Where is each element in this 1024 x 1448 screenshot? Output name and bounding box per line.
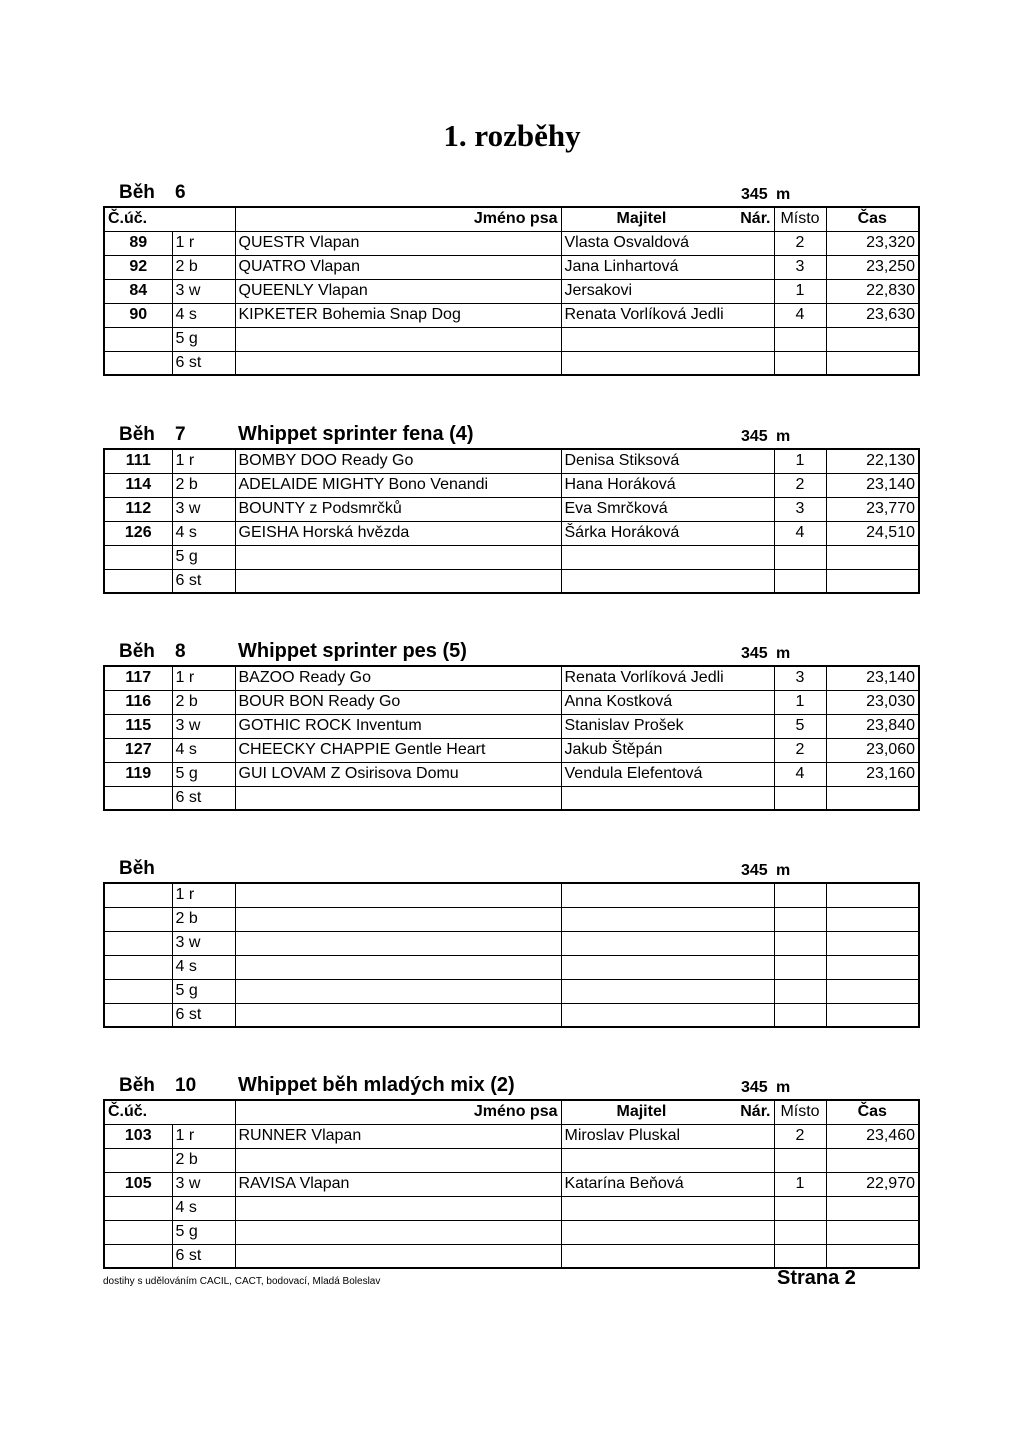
table-row — [104, 714, 919, 738]
owner-cell — [561, 979, 774, 1003]
header-nar: Nár. — [740, 210, 771, 227]
place-cell — [774, 1148, 826, 1172]
dog-number-cell — [104, 1220, 172, 1244]
dog-name-cell — [235, 1003, 561, 1027]
time-cell — [826, 1148, 919, 1172]
dog-name-cell: RAVISA Vlapan — [235, 1172, 561, 1196]
header-cas: Čas — [826, 207, 919, 231]
header-cuc: Č.úč. — [104, 207, 235, 231]
time-cell: 23,160 — [826, 762, 919, 786]
time-cell: 24,510 — [826, 521, 919, 545]
dog-name-cell: GOTHIC ROCK Inventum — [235, 714, 561, 738]
place-cell: 1 — [774, 449, 826, 473]
results-table — [103, 1099, 920, 1269]
header-misto: Místo — [774, 207, 826, 231]
dog-name-cell — [235, 1220, 561, 1244]
table-row — [104, 1124, 919, 1148]
dog-number-cell: 84 — [104, 279, 172, 303]
place-cell — [774, 327, 826, 351]
table-row — [104, 255, 919, 279]
owner-cell: Katarína Beňová — [561, 1172, 774, 1196]
results-table — [103, 665, 920, 811]
race-label: Běh — [119, 641, 155, 662]
table-row — [104, 1003, 919, 1027]
time-cell — [826, 545, 919, 569]
table-row — [104, 762, 919, 786]
dog-number-cell: 111 — [104, 449, 172, 473]
race-distance: 345 — [741, 186, 768, 203]
table-row — [104, 1172, 919, 1196]
dog-number-cell — [104, 1148, 172, 1172]
start-position-cell: 4 s — [172, 303, 235, 327]
time-cell — [826, 955, 919, 979]
time-cell — [826, 1244, 919, 1268]
dog-number-cell: 119 — [104, 762, 172, 786]
owner-cell: Eva Smrčková — [561, 497, 774, 521]
start-position-cell: 6 st — [172, 1003, 235, 1027]
dog-number-cell — [104, 351, 172, 375]
dog-name-cell: GUI LOVAM Z Osirisova Domu — [235, 762, 561, 786]
dog-number-cell: 112 — [104, 497, 172, 521]
race-distance: 345 — [741, 428, 768, 445]
table-row — [104, 955, 919, 979]
start-position-cell: 6 st — [172, 786, 235, 810]
race-number: 10 — [175, 1075, 197, 1096]
dog-number-cell: 116 — [104, 690, 172, 714]
race-header — [103, 420, 918, 448]
owner-cell — [561, 883, 774, 907]
dog-name-cell: GEISHA Horská hvězda — [235, 521, 561, 545]
time-cell — [826, 931, 919, 955]
place-cell: 2 — [774, 473, 826, 497]
table-row — [104, 279, 919, 303]
table-row — [104, 1220, 919, 1244]
owner-cell: Hana Horáková — [561, 473, 774, 497]
dog-number-cell — [104, 931, 172, 955]
dog-name-cell — [235, 1196, 561, 1220]
place-cell — [774, 979, 826, 1003]
start-position-cell: 5 g — [172, 1220, 235, 1244]
dog-name-cell — [235, 955, 561, 979]
table-row — [104, 497, 919, 521]
table-row — [104, 979, 919, 1003]
race-section — [103, 854, 918, 1028]
owner-cell — [561, 1244, 774, 1268]
start-position-cell: 2 b — [172, 255, 235, 279]
race-number: 6 — [175, 182, 186, 203]
dog-number-cell — [104, 786, 172, 810]
owner-cell: Šárka Horáková — [561, 521, 774, 545]
start-position-cell: 2 b — [172, 1148, 235, 1172]
start-position-cell: 3 w — [172, 497, 235, 521]
start-position-cell: 3 w — [172, 714, 235, 738]
place-cell — [774, 569, 826, 593]
table-row — [104, 473, 919, 497]
table-row — [104, 666, 919, 690]
table-row — [104, 545, 919, 569]
race-section — [103, 1071, 918, 1269]
time-cell — [826, 1196, 919, 1220]
start-position-cell: 1 r — [172, 666, 235, 690]
start-position-cell: 3 w — [172, 931, 235, 955]
start-position-cell: 4 s — [172, 955, 235, 979]
dog-name-cell — [235, 569, 561, 593]
time-cell: 23,140 — [826, 473, 919, 497]
start-position-cell: 5 g — [172, 327, 235, 351]
race-header — [103, 854, 918, 882]
table-row — [104, 351, 919, 375]
dog-number-cell: 114 — [104, 473, 172, 497]
owner-cell — [561, 931, 774, 955]
dog-name-cell — [235, 545, 561, 569]
dog-name-cell: QUATRO Vlapan — [235, 255, 561, 279]
header-owner-cell — [561, 207, 774, 231]
owner-cell: Denisa Stiksová — [561, 449, 774, 473]
start-position-cell: 5 g — [172, 979, 235, 1003]
start-position-cell: 5 g — [172, 762, 235, 786]
race-distance-unit: m — [776, 186, 791, 203]
time-cell: 23,770 — [826, 497, 919, 521]
header-jmeno: Jméno psa — [235, 207, 561, 231]
owner-cell — [561, 569, 774, 593]
start-position-cell: 1 r — [172, 231, 235, 255]
place-cell — [774, 1220, 826, 1244]
dog-name-cell: QUEENLY Vlapan — [235, 279, 561, 303]
place-cell: 1 — [774, 1172, 826, 1196]
place-cell — [774, 883, 826, 907]
start-position-cell: 6 st — [172, 569, 235, 593]
owner-cell — [561, 545, 774, 569]
dog-name-cell: QUESTR Vlapan — [235, 231, 561, 255]
time-cell — [826, 1003, 919, 1027]
header-jmeno: Jméno psa — [235, 1100, 561, 1124]
race-header — [103, 178, 918, 206]
place-cell: 3 — [774, 666, 826, 690]
owner-cell: Stanislav Prošek — [561, 714, 774, 738]
footer-page-number: Strana 2 — [777, 1267, 856, 1289]
race-distance-unit: m — [776, 862, 791, 879]
race-section — [103, 637, 918, 811]
time-cell: 23,140 — [826, 666, 919, 690]
place-cell: 1 — [774, 279, 826, 303]
dog-number-cell — [104, 545, 172, 569]
table-row — [104, 303, 919, 327]
time-cell — [826, 327, 919, 351]
owner-cell: Renata Vorlíková Jedli — [561, 303, 774, 327]
place-cell — [774, 351, 826, 375]
header-owner-cell — [561, 1100, 774, 1124]
start-position-cell: 3 w — [172, 1172, 235, 1196]
time-cell — [826, 351, 919, 375]
dog-number-cell: 105 — [104, 1172, 172, 1196]
dog-name-cell: RUNNER Vlapan — [235, 1124, 561, 1148]
owner-cell — [561, 1003, 774, 1027]
place-cell: 2 — [774, 738, 826, 762]
start-position-cell: 2 b — [172, 690, 235, 714]
dog-name-cell — [235, 979, 561, 1003]
race-number: 7 — [175, 424, 186, 445]
race-header — [103, 637, 918, 665]
place-cell — [774, 931, 826, 955]
dog-name-cell — [235, 786, 561, 810]
dog-name-cell: BOMBY DOO Ready Go — [235, 449, 561, 473]
dog-number-cell — [104, 569, 172, 593]
header-cas: Čas — [826, 1100, 919, 1124]
dog-number-cell: 115 — [104, 714, 172, 738]
place-cell: 2 — [774, 1124, 826, 1148]
time-cell: 23,320 — [826, 231, 919, 255]
dog-name-cell — [235, 351, 561, 375]
owner-cell — [561, 1220, 774, 1244]
table-row — [104, 931, 919, 955]
table-header-row — [104, 207, 919, 231]
start-position-cell: 1 r — [172, 883, 235, 907]
place-cell: 5 — [774, 714, 826, 738]
table-row — [104, 569, 919, 593]
time-cell — [826, 979, 919, 1003]
dog-name-cell — [235, 883, 561, 907]
dog-name-cell: BAZOO Ready Go — [235, 666, 561, 690]
header-majitel: Majitel — [616, 1103, 667, 1120]
dog-name-cell — [235, 1244, 561, 1268]
dog-name-cell — [235, 907, 561, 931]
race-header — [103, 1071, 918, 1099]
table-row — [104, 1244, 919, 1268]
owner-cell: Jana Linhartová — [561, 255, 774, 279]
start-position-cell: 1 r — [172, 1124, 235, 1148]
dog-name-cell: BOUNTY z Podsmrčků — [235, 497, 561, 521]
race-label: Běh — [119, 858, 155, 879]
time-cell: 22,130 — [826, 449, 919, 473]
race-label: Běh — [119, 1075, 155, 1096]
table-row — [104, 449, 919, 473]
time-cell — [826, 569, 919, 593]
time-cell: 23,460 — [826, 1124, 919, 1148]
place-cell — [774, 1196, 826, 1220]
table-row — [104, 1196, 919, 1220]
race-distance-unit: m — [776, 1079, 791, 1096]
dog-name-cell: ADELAIDE MIGHTY Bono Venandi — [235, 473, 561, 497]
time-cell — [826, 1220, 919, 1244]
owner-cell — [561, 1196, 774, 1220]
place-cell: 3 — [774, 497, 826, 521]
start-position-cell: 4 s — [172, 1196, 235, 1220]
place-cell — [774, 545, 826, 569]
dog-number-cell: 127 — [104, 738, 172, 762]
start-position-cell: 6 st — [172, 351, 235, 375]
time-cell — [826, 883, 919, 907]
table-row — [104, 690, 919, 714]
dog-number-cell — [104, 907, 172, 931]
place-cell: 2 — [774, 231, 826, 255]
dog-number-cell — [104, 1244, 172, 1268]
place-cell — [774, 955, 826, 979]
place-cell — [774, 907, 826, 931]
start-position-cell: 3 w — [172, 279, 235, 303]
place-cell — [774, 1003, 826, 1027]
dog-number-cell — [104, 955, 172, 979]
race-distance-unit: m — [776, 645, 791, 662]
race-name: Whippet běh mladých mix (2) — [238, 1074, 515, 1096]
owner-cell: Vlasta Osvaldová — [561, 231, 774, 255]
dog-number-cell: 117 — [104, 666, 172, 690]
owner-cell: Anna Kostková — [561, 690, 774, 714]
time-cell — [826, 786, 919, 810]
dog-number-cell: 126 — [104, 521, 172, 545]
place-cell: 3 — [774, 255, 826, 279]
time-cell: 22,970 — [826, 1172, 919, 1196]
dog-name-cell — [235, 931, 561, 955]
dog-name-cell: CHEECKY CHAPPIE Gentle Heart — [235, 738, 561, 762]
page-title: 1. rozběhy — [443, 118, 581, 153]
time-cell: 23,250 — [826, 255, 919, 279]
place-cell — [774, 1244, 826, 1268]
start-position-cell: 1 r — [172, 449, 235, 473]
dog-number-cell: 103 — [104, 1124, 172, 1148]
table-row — [104, 907, 919, 931]
results-table — [103, 206, 920, 376]
start-position-cell: 2 b — [172, 473, 235, 497]
race-number: 8 — [175, 641, 186, 662]
dog-number-cell — [104, 1196, 172, 1220]
dog-name-cell — [235, 327, 561, 351]
table-row — [104, 786, 919, 810]
start-position-cell: 4 s — [172, 521, 235, 545]
race-section — [103, 420, 918, 594]
footer-event-info: dostihy s udělováním CACIL, CACT, bodovací, Mladá Boleslav — [103, 1276, 381, 1287]
dog-number-cell: 89 — [104, 231, 172, 255]
start-position-cell: 5 g — [172, 545, 235, 569]
time-cell: 23,840 — [826, 714, 919, 738]
owner-cell — [561, 955, 774, 979]
race-distance-unit: m — [776, 428, 791, 445]
owner-cell — [561, 351, 774, 375]
dog-number-cell: 92 — [104, 255, 172, 279]
place-cell: 4 — [774, 303, 826, 327]
table-row — [104, 231, 919, 255]
dog-name-cell: BOUR BON Ready Go — [235, 690, 561, 714]
race-section — [103, 178, 918, 376]
header-majitel: Majitel — [616, 210, 667, 227]
results-table — [103, 882, 920, 1028]
table-row — [104, 521, 919, 545]
place-cell — [774, 786, 826, 810]
table-row — [104, 738, 919, 762]
time-cell: 22,830 — [826, 279, 919, 303]
results-table — [103, 448, 920, 594]
dog-number-cell — [104, 883, 172, 907]
dog-number-cell — [104, 979, 172, 1003]
table-row — [104, 327, 919, 351]
owner-cell: Jersakovi — [561, 279, 774, 303]
race-distance: 345 — [741, 1079, 768, 1096]
dog-number-cell: 90 — [104, 303, 172, 327]
header-misto: Místo — [774, 1100, 826, 1124]
time-cell: 23,630 — [826, 303, 919, 327]
dog-name-cell — [235, 1148, 561, 1172]
race-distance: 345 — [741, 862, 768, 879]
table-row — [104, 1148, 919, 1172]
owner-cell: Miroslav Pluskal — [561, 1124, 774, 1148]
dog-name-cell: KIPKETER Bohemia Snap Dog — [235, 303, 561, 327]
time-cell — [826, 907, 919, 931]
header-cuc: Č.úč. — [104, 1100, 235, 1124]
table-row — [104, 883, 919, 907]
table-header-row — [104, 1100, 919, 1124]
owner-cell — [561, 907, 774, 931]
time-cell: 23,030 — [826, 690, 919, 714]
dog-number-cell — [104, 1003, 172, 1027]
race-name: Whippet sprinter pes (5) — [238, 640, 467, 662]
place-cell: 4 — [774, 521, 826, 545]
race-label: Běh — [119, 424, 155, 445]
race-distance: 345 — [741, 645, 768, 662]
place-cell: 4 — [774, 762, 826, 786]
time-cell: 23,060 — [826, 738, 919, 762]
owner-cell — [561, 1148, 774, 1172]
owner-cell: Renata Vorlíková Jedli — [561, 666, 774, 690]
owner-cell — [561, 327, 774, 351]
owner-cell — [561, 786, 774, 810]
race-label: Běh — [119, 182, 155, 203]
header-nar: Nár. — [740, 1103, 771, 1120]
start-position-cell: 2 b — [172, 907, 235, 931]
start-position-cell: 6 st — [172, 1244, 235, 1268]
place-cell: 1 — [774, 690, 826, 714]
dog-number-cell — [104, 327, 172, 351]
race-name: Whippet sprinter fena (4) — [238, 423, 474, 445]
owner-cell: Vendula Elefentová — [561, 762, 774, 786]
owner-cell: Jakub Štěpán — [561, 738, 774, 762]
start-position-cell: 4 s — [172, 738, 235, 762]
